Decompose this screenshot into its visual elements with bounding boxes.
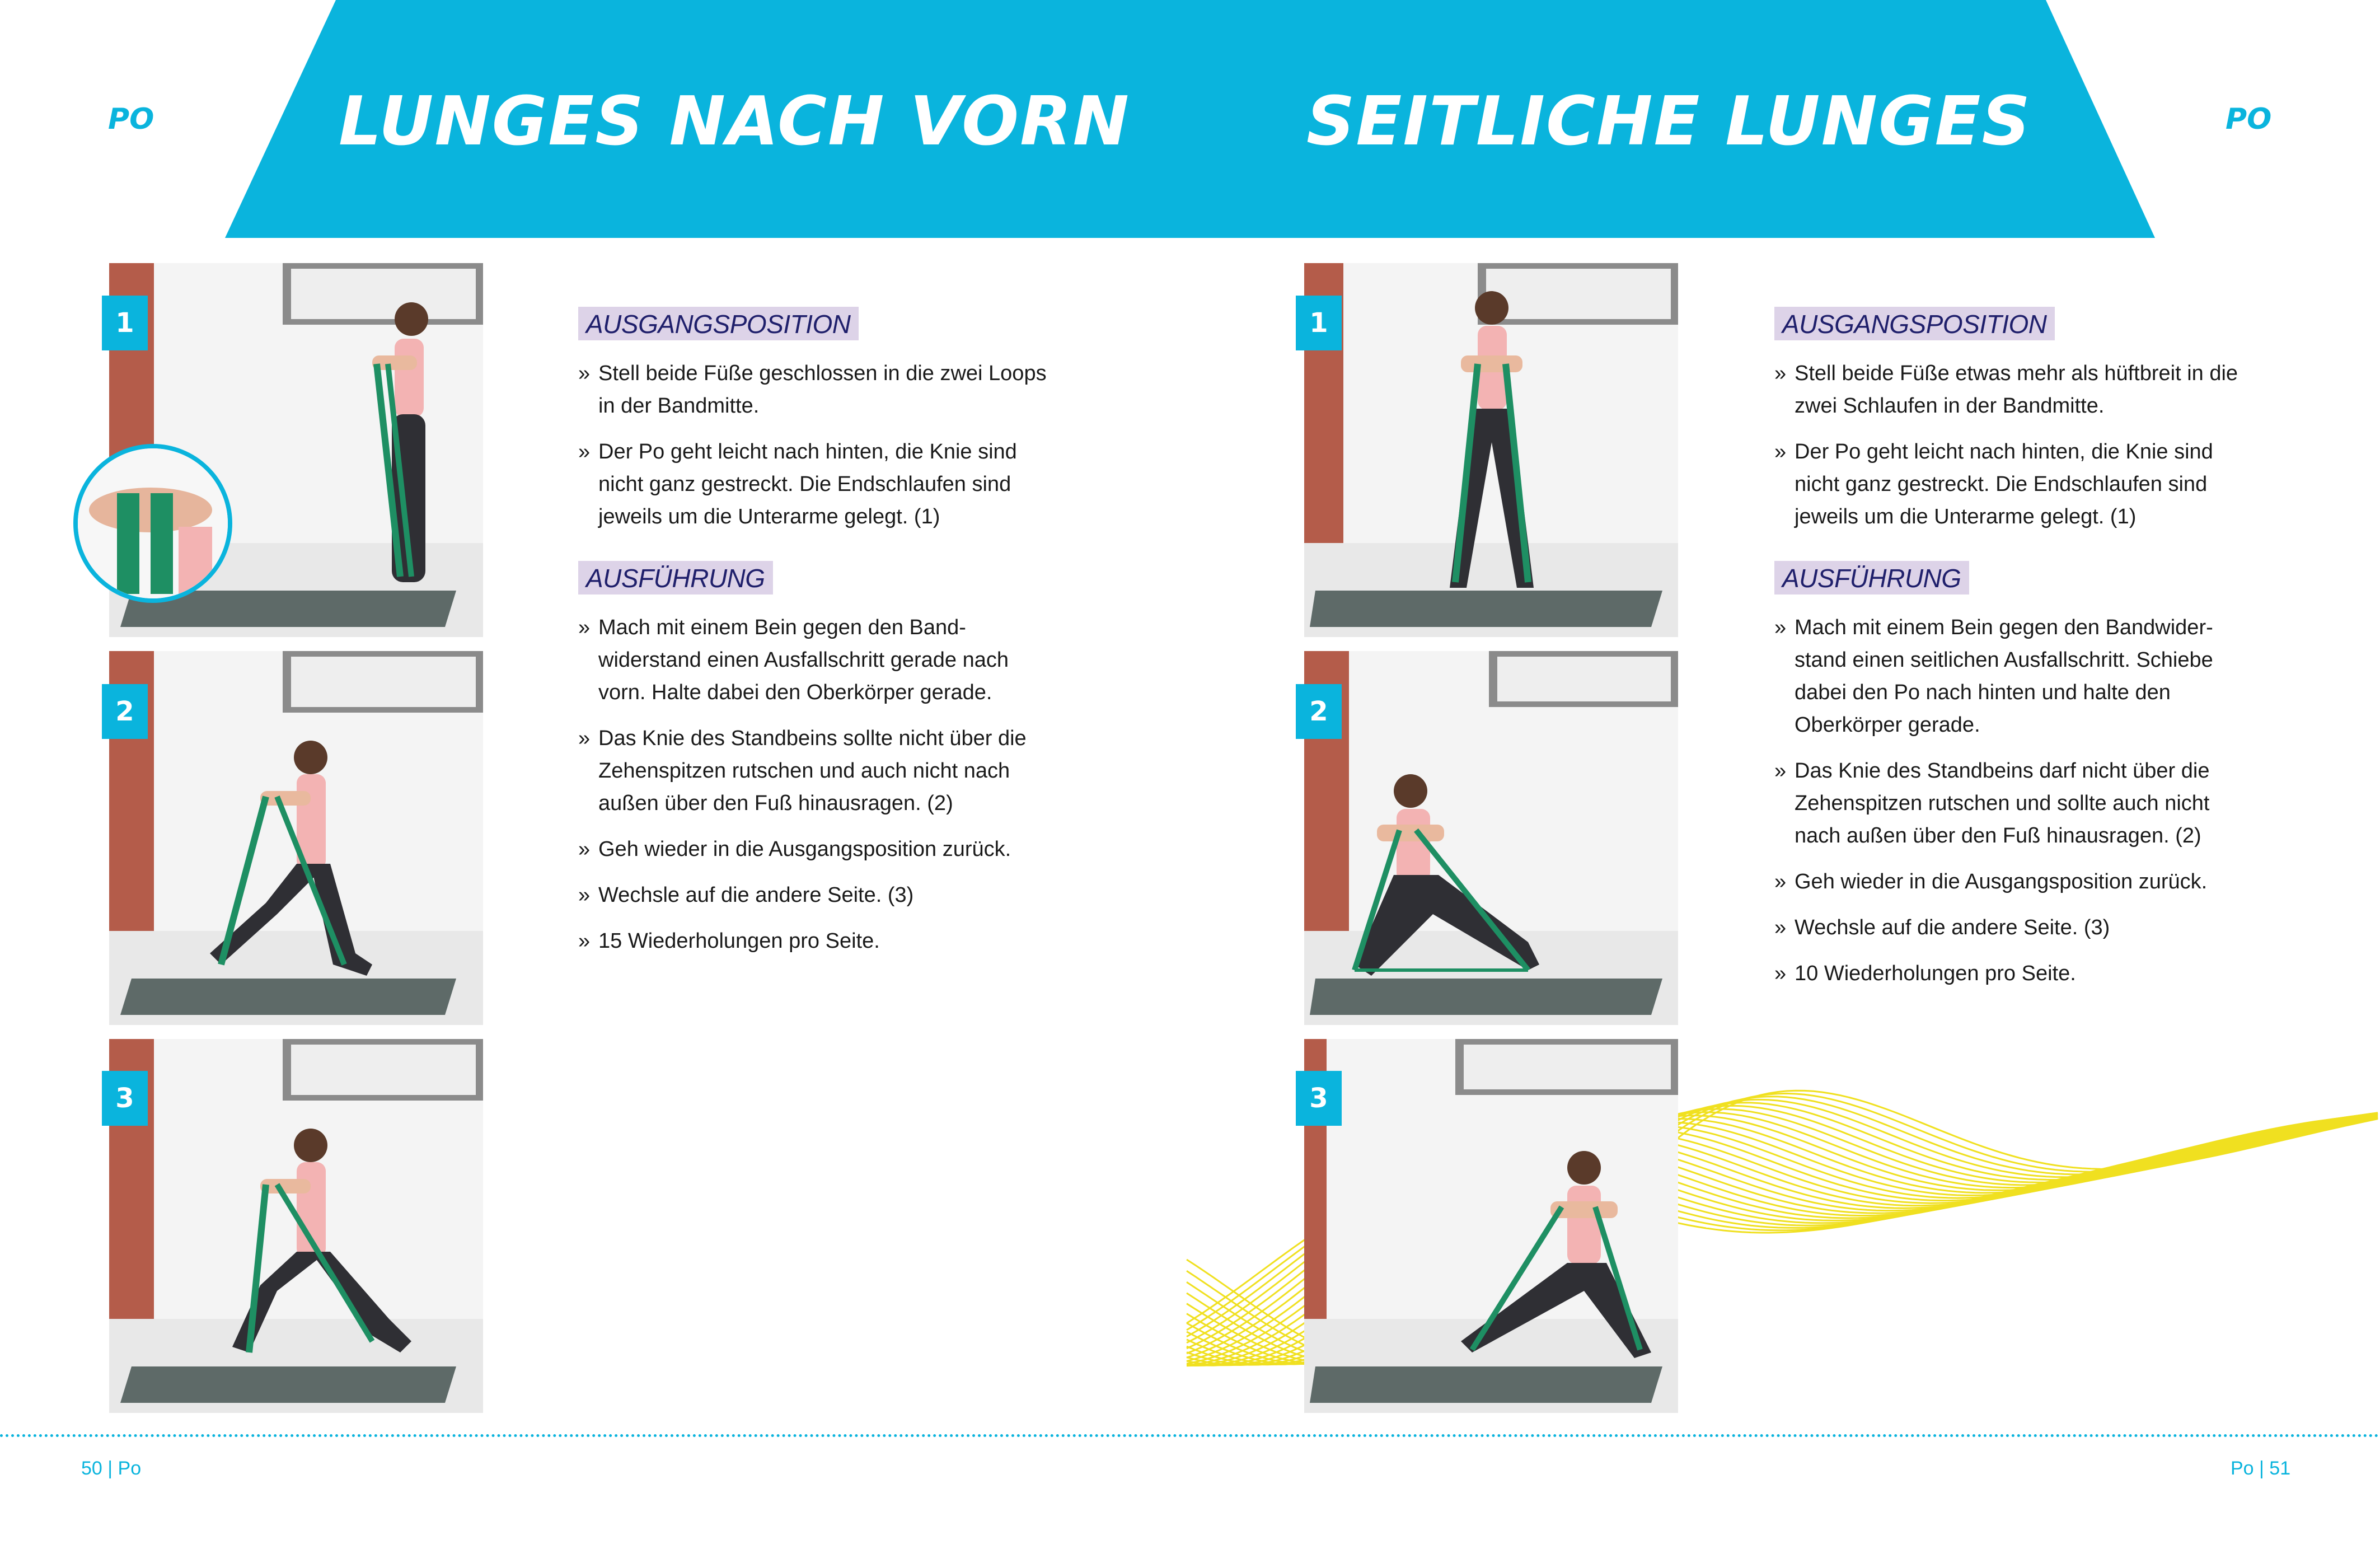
section-tag-right: PO (2226, 102, 2272, 136)
list-item: » Das Knie des Standbeins darf nicht über die Zehenspitzen rutschen und sollte auch nicht nach außen über den Fuß hinausragen. (2) (1774, 755, 2256, 852)
step-badge-2: 2 (102, 684, 148, 739)
start-list-right (1774, 357, 2256, 533)
list-item: » Wechsle auf die andere Seite. (3) (578, 879, 1060, 911)
list-item: » 15 Wiederholungen pro Seite. (578, 925, 1060, 957)
folio-right: Po | 51 (2231, 1458, 2291, 1479)
exercise-photo-right-3 (1304, 1039, 1678, 1413)
step-badge-3: 3 (102, 1071, 148, 1126)
footer-dotted-rule (0, 1434, 2380, 1437)
list-item: » Mach mit einem Bein gegen den Bandwiderstand einen seitlichen Ausfallschritt. Schiebe dabei den Po nach hinten und halte den Oberkörper gerade. (1774, 611, 2256, 741)
exec-list-right (1774, 611, 2256, 990)
page-title-left: LUNGES NACH VORN (339, 83, 1130, 161)
list-item: » 10 Wiederholungen pro Seite. (1774, 957, 2256, 990)
list-item: » Mach mit einem Bein gegen den Bandwiderstand einen Ausfallschritt gerade nach vorn. Halte dabei den Oberkörper gerade. (578, 611, 1060, 709)
list-item: » Das Knie des Standbeins sollte nicht über die Zehenspitzen rutschen und auch nicht nach außen über den Fuß hinausragen. (2) (578, 722, 1060, 820)
start-heading-right: AUSGANGSPOSITION (1774, 307, 2055, 340)
page-title-right: SEITLICHE LUNGES (1306, 83, 2031, 161)
instructions-left (578, 307, 1060, 971)
detail-inset-photo (73, 444, 232, 603)
exec-heading-right: AUSFÜHRUNG (1774, 561, 1969, 595)
exec-heading-left: AUSFÜHRUNG (578, 561, 773, 595)
instructions-right (1774, 307, 2256, 1003)
list-item: » Wechsle auf die andere Seite. (3) (1774, 911, 2256, 944)
folio-left: 50 | Po (81, 1458, 142, 1479)
list-item: » Geh wieder in die Ausgangsposition zurück. (1774, 865, 2256, 898)
step-badge-1: 1 (102, 296, 148, 350)
start-list-left (578, 357, 1060, 533)
start-heading-left: AUSGANGSPOSITION (578, 307, 859, 340)
list-item: » Geh wieder in die Ausgangsposition zurück. (578, 833, 1060, 865)
list-item: » Stell beide Füße etwas mehr als hüftbreit in die zwei Schlaufen in der Bandmitte. (1774, 357, 2256, 422)
exercise-photo-left-2 (109, 651, 483, 1025)
exercise-photo-right-2 (1304, 651, 1678, 1025)
exec-list-left (578, 611, 1060, 957)
list-item: » Der Po geht leicht nach hinten, die Knie sind nicht ganz gestreckt. Die Endschlaufen sind jeweils um die Unterarme gelegt. (1) (578, 436, 1060, 533)
exercise-photo-left-3 (109, 1039, 483, 1413)
step-badge-2-right: 2 (1296, 684, 1342, 739)
exercise-photo-right-1 (1304, 263, 1678, 637)
step-badge-1-right: 1 (1296, 296, 1342, 350)
step-badge-3-right: 3 (1296, 1071, 1342, 1126)
list-item: » Stell beide Füße geschlossen in die zwei Loops in der Bandmitte. (578, 357, 1060, 422)
list-item: » Der Po geht leicht nach hinten, die Knie sind nicht ganz gestreckt. Die Endschlaufen sind jeweils um die Unterarme gelegt. (1) (1774, 436, 2256, 533)
section-tag-left: PO (108, 102, 154, 136)
